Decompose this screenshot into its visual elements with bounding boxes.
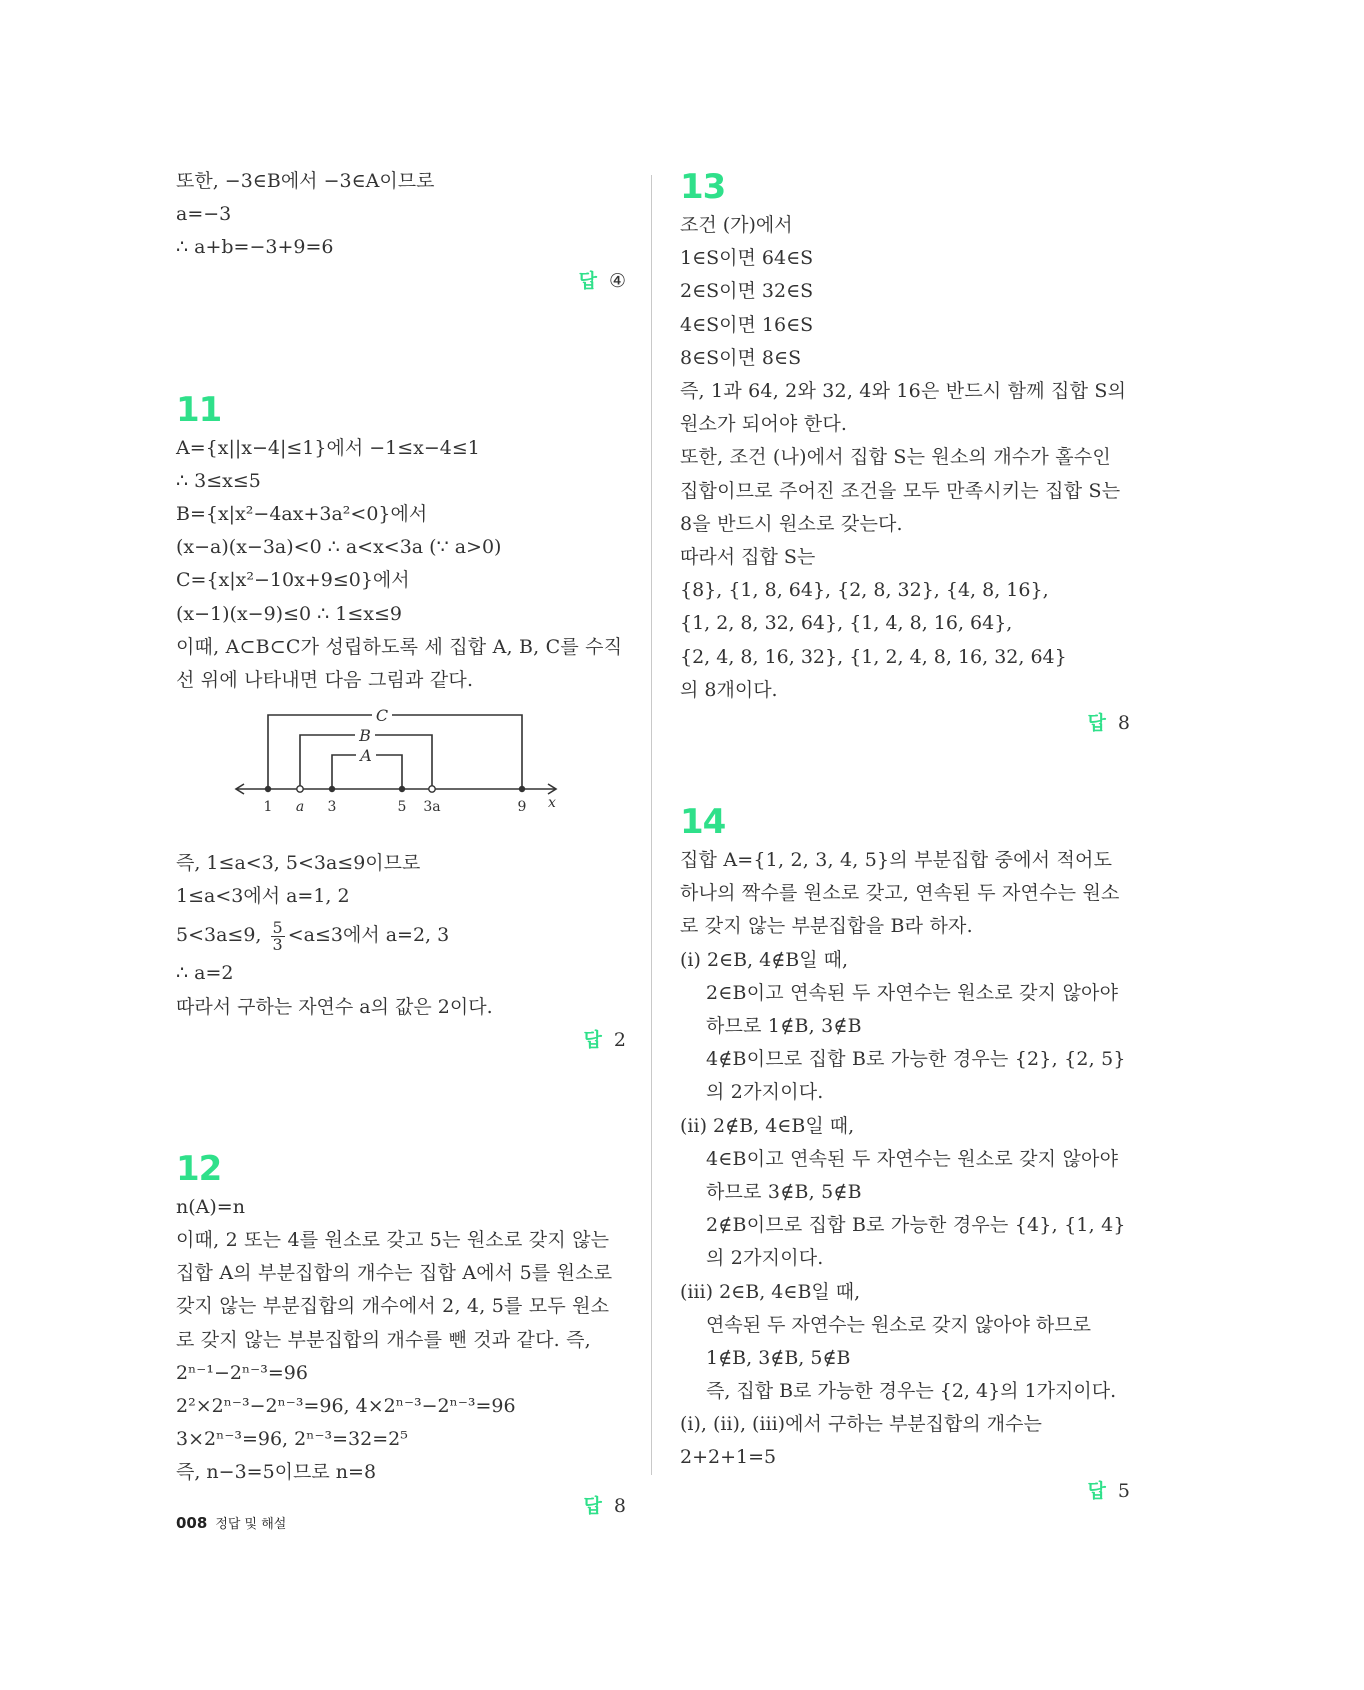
text-line: 1≤a<3에서 a=1, 2: [176, 885, 350, 908]
page-footer: [176, 1513, 286, 1532]
problem-number: 14: [680, 801, 726, 842]
text-line: 따라서 구하는 자연수 a의 값은 2이다.: [176, 995, 493, 1018]
tick-label: 3: [327, 799, 337, 816]
text-line: (x−1)(x−9)≤0 ∴ 1≤x≤9: [176, 602, 403, 625]
answer-value: 2: [613, 1028, 626, 1051]
paragraph: 집합 A={1, 2, 3, 4, 5}의 부분집합 중에서 적어도 하나의 짝수를 원소로 갖고, 연속된 두 자연수는 원소로 갖지 않는 부분집합을 B라 하자.: [680, 848, 1120, 938]
answer-label: 답: [1087, 1479, 1106, 1502]
paragraph: 즉, 1과 64, 2와 32, 4와 16은 반드시 함께 집합 S의 원소가 되어야 한다.: [680, 379, 1127, 436]
number-line-diagram: [176, 697, 626, 847]
case-heading: (ⅰ) 2∈B, 4∉B일 때,: [680, 948, 849, 971]
text-line: 4∈S이면 16∈S: [680, 313, 814, 336]
tick-label: a: [295, 799, 305, 816]
tick-label: 5: [397, 799, 407, 816]
set-c-label: C: [375, 706, 389, 726]
answer-value: 8: [613, 1494, 626, 1517]
text-line: 2ⁿ⁻¹−2ⁿ⁻³=96: [176, 1361, 308, 1384]
answer: [680, 707, 1130, 740]
text-line: 2+2+1=5: [680, 1446, 777, 1469]
text-line: (x−a)(x−3a)<0 ∴ a<x<3a (∵ a>0): [176, 536, 502, 559]
answer: [176, 1024, 626, 1057]
set-c-bracket: [268, 715, 522, 789]
text-line: ∴ 3≤x≤5: [176, 469, 261, 492]
problem-number: 12: [176, 1148, 222, 1189]
fraction-numerator: 5: [272, 917, 283, 937]
answer-label: 답: [583, 1028, 602, 1051]
axis-variable-label: x: [548, 795, 556, 812]
text-line: A={x||x−4|≤1}에서 −1≤x−4≤1: [176, 436, 480, 459]
text-line: C={x|x²−10x+9≤0}에서: [176, 569, 410, 592]
text-line: {1, 2, 8, 32, 64}, {1, 4, 8, 16, 64},: [680, 612, 1013, 635]
text-line: 1∉B, 3∉B, 5∉B: [706, 1346, 851, 1369]
point-1: [265, 786, 271, 792]
tick-label: 3a: [423, 799, 441, 816]
text-line: 즉, 집합 B로 가능한 경우는 {2, 4}의 1가지이다.: [706, 1380, 1117, 1403]
set-a-label: A: [360, 746, 372, 766]
answer-value: 5: [1117, 1479, 1130, 1502]
paragraph: 2∉B이므로 집합 B로 가능한 경우는 {4}, {1, 4}의 2가지이다.: [706, 1214, 1126, 1270]
problem-number: 11: [176, 389, 222, 430]
text-line: 또한, −3∈B에서 −3∈A이므로: [176, 170, 435, 192]
answer: [680, 1475, 1130, 1508]
right-column: [680, 165, 1130, 1508]
problem-number: 13: [680, 167, 726, 207]
fraction-line: [176, 913, 626, 957]
text-line: 의 8개이다.: [680, 678, 778, 701]
point-5: [399, 786, 405, 792]
text-line: 1∈S이면 64∈S: [680, 247, 814, 270]
answer-value: 8: [1117, 711, 1130, 734]
answer-label: 답: [583, 1494, 602, 1517]
column-divider: [651, 175, 652, 1475]
tick-label: 1: [263, 799, 273, 816]
paragraph: 이때, 2 또는 4를 원소로 갖고 5는 원소로 갖지 않는 집합 A의 부분집합의 개수는 집합 A에서 5를 원소로 갖지 않는 부분집합의 개수에서 2, 4, 5를 모두 원소로 갖지 않는 부분집합의 개수를 뺀 것과 같다. 즉,: [176, 1229, 613, 1351]
text-line: 2²×2ⁿ⁻³−2ⁿ⁻³=96, 4×2ⁿ⁻³−2ⁿ⁻³=96: [176, 1395, 516, 1418]
paragraph: 이때, A⊂B⊂C가 성립하도록 세 집합 A, B, C를 수직선 위에 나타내면 다음 그림과 같다.: [176, 635, 623, 691]
paragraph: 2∈B이고 연속된 두 자연수는 원소로 갖지 않아야 하므로 1∉B, 3∉B: [706, 981, 1119, 1037]
set-b-label: B: [359, 726, 371, 746]
answer: [176, 265, 626, 298]
text-line: 즉, 1≤a<3, 5<3a≤9이므로: [176, 852, 421, 875]
answer-value: ④: [608, 269, 626, 292]
page-number: 008: [176, 1514, 208, 1532]
number-line-svg: [234, 701, 564, 831]
footer-title: 정답 및 해설: [215, 1517, 287, 1532]
paragraph: 4∉B이므로 집합 B로 가능한 경우는 {2}, {2, 5}의 2가지이다.: [706, 1048, 1126, 1104]
text-line: 즉, n−3=5이므로 n=8: [176, 1461, 377, 1484]
text-line: 3×2ⁿ⁻³=96, 2ⁿ⁻³=32=2⁵: [176, 1428, 408, 1451]
text-segment: <a≤3에서 a=2, 3: [287, 924, 450, 947]
text-line: {2, 4, 8, 16, 32}, {1, 2, 4, 8, 16, 32, 64}: [680, 645, 1067, 668]
paragraph: 4∈B이고 연속된 두 자연수는 원소로 갖지 않아야 하므로 3∉B, 5∉B: [706, 1147, 1119, 1203]
text-line: B={x|x²−4ax+3a²<0}에서: [176, 502, 428, 525]
paragraph: 또한, 조건 (나)에서 집합 S는 원소의 개수가 홀수인 집합이므로 주어진 조건을 모두 만족시키는 집합 S는 8을 반드시 원소로 갖는다.: [680, 446, 1121, 535]
point-3: [329, 786, 335, 792]
text-segment: 5<3a≤9,: [176, 924, 262, 947]
text-line: 따라서 집합 S는: [680, 545, 816, 568]
text-line: 조건 (가)에서: [680, 214, 793, 236]
text-line: 2∈S이면 32∈S: [680, 280, 814, 303]
point-3a: [429, 786, 435, 792]
text-line: (ⅰ), (ⅱ), (ⅲ)에서 구하는 부분집합의 개수는: [680, 1413, 1042, 1436]
text-line: n(A)=n: [176, 1195, 245, 1218]
answer-label: 답: [1087, 711, 1106, 734]
point-9: [519, 786, 525, 792]
case-heading: (ⅱ) 2∉B, 4∈B일 때,: [680, 1114, 855, 1137]
tick-label: 9: [517, 799, 527, 816]
fraction: [271, 917, 285, 954]
text-line: ∴ a+b=−3+9=6: [176, 236, 334, 259]
text-line: 연속된 두 자연수는 원소로 갖지 않아야 하므로: [706, 1313, 1091, 1336]
answer-label: 답: [578, 269, 597, 292]
point-a: [297, 786, 303, 792]
text-line: 8∈S이면 8∈S: [680, 346, 802, 369]
text-line: {8}, {1, 8, 64}, {2, 8, 32}, {4, 8, 16},: [680, 579, 1049, 602]
text-line: a=−3: [176, 203, 232, 226]
fraction-denominator: 3: [272, 934, 283, 954]
case-heading: (ⅲ) 2∈B, 4∈B일 때,: [680, 1280, 861, 1303]
text-line: ∴ a=2: [176, 962, 234, 985]
left-column: [176, 165, 626, 1523]
